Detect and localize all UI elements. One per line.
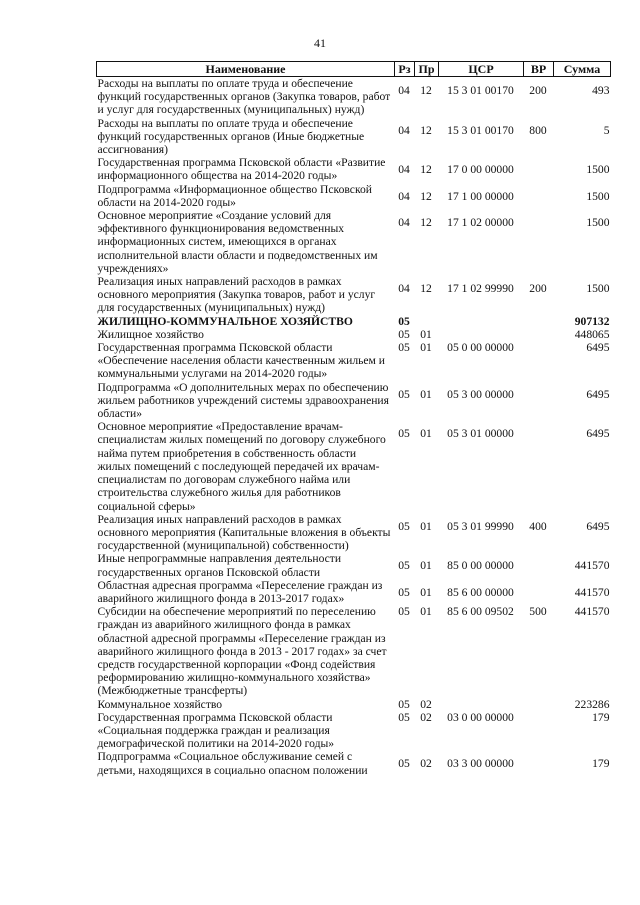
row-csr: 05 3 00 00000	[447, 387, 514, 401]
row-csr: 05 0 00 00000	[447, 341, 514, 355]
row-name: Основное мероприятие «Создание условий для эффективного функционирования ведомственных информационных систем, имеющихся в органах исполнительной власти области и подведомственных им учреждениях»	[97, 209, 378, 275]
table-row	[97, 209, 611, 275]
row-vr	[524, 341, 554, 381]
row-sum: 1500	[586, 163, 610, 177]
row-pr: 12	[420, 216, 432, 230]
row-csr: 03 0 00 00000	[447, 710, 514, 724]
row-vr: 400	[529, 519, 547, 533]
row-rz: 05	[398, 697, 410, 711]
table-row	[97, 315, 611, 328]
row-name: Областная адресная программа «Переселение граждан из аварийного жилищного фонда в 2013-2017 годах»	[97, 578, 383, 605]
row-name: Жилищное хозяйство	[97, 327, 204, 341]
row-sum: 1500	[586, 216, 610, 230]
row-pr: 02	[420, 697, 432, 711]
row-rz: 04	[398, 216, 410, 230]
row-rz: 05	[398, 605, 410, 619]
row-name: Государственная программа Псковской области «Развитие информационного общества на 2014-2020 годы»	[97, 156, 386, 183]
row-rz: 05	[398, 710, 410, 724]
row-name: Государственная программа Псковской области «Обеспечение населения области качественным жильем и коммунальными услугами на 2014-2020 годы»	[97, 341, 385, 381]
row-name: Подпрограмма «Социальное обслуживание семей с детьми, находящихся в социально опасном положении	[97, 750, 368, 777]
row-pr: 01	[420, 427, 432, 441]
row-sum: 441570	[574, 559, 610, 573]
row-csr: 15 3 01 00170	[447, 84, 514, 97]
row-vr: 200	[529, 84, 547, 97]
header-csr: ЦСР	[439, 62, 524, 77]
row-vr	[524, 420, 554, 512]
row-vr	[524, 698, 554, 711]
row-pr: 12	[420, 123, 432, 137]
row-pr: 12	[420, 163, 432, 177]
row-rz: 05	[398, 559, 410, 573]
row-name: Расходы на выплаты по оплате труда и обеспечение функций государственных органов (Закупка товаров, работ и услуг для государственных (муниципальных) нужд)	[97, 77, 391, 117]
row-vr	[524, 711, 554, 751]
table-row	[97, 552, 611, 578]
row-name: Коммунальное хозяйство	[97, 697, 223, 711]
row-pr: 01	[420, 519, 432, 533]
row-vr	[524, 552, 554, 578]
row-vr: 200	[529, 282, 547, 296]
table-row	[97, 750, 611, 776]
row-sum: 907132	[574, 314, 610, 328]
table-row	[97, 117, 611, 157]
row-vr	[524, 381, 554, 421]
table-row	[97, 579, 611, 605]
row-sum: 223286	[574, 697, 610, 711]
row-sum: 179	[592, 757, 610, 771]
table-row	[97, 77, 611, 117]
row-name: Субсидии на обеспечение мероприятий по переселению граждан из аварийного жилищного фонда в рамках областной адресной программы «Переселение граждан из аварийного жилищного фонда в 2013 - 2017 годах» за счет средств государственной корпорации «Фонд содействия реформированию жилищно-коммунального хозяйства» (Межбюджетные трансферты)	[97, 605, 387, 698]
row-vr	[524, 579, 554, 605]
row-name: Расходы на выплаты по оплате труда и обеспечение функций государственных органов (Иные бюджетные ассигнования)	[97, 116, 365, 157]
row-pr: 02	[420, 710, 432, 724]
row-name: Реализация иных направлений расходов в рамках основного мероприятия (Капитальные вложения в объекты государственной (муниципальной) собственности)	[97, 512, 391, 553]
row-rz: 04	[398, 84, 410, 97]
row-pr: 01	[420, 605, 432, 619]
row-name: Государственная программа Псковской области «Социальная поддержка граждан и реализация демографической политики на 2014-2020 годы»	[97, 710, 335, 751]
row-pr	[415, 315, 439, 328]
row-vr: 800	[529, 123, 547, 137]
row-name: Подпрограмма «О дополнительных мерах по обеспечению жильем работников учреждений системы здравоохранения области»	[97, 380, 389, 421]
row-sum: 1500	[586, 189, 610, 203]
table-row	[97, 275, 611, 315]
row-rz: 05	[398, 757, 410, 771]
budget-table	[96, 61, 610, 777]
row-sum: 441570	[574, 585, 610, 599]
row-pr: 01	[420, 585, 432, 599]
header-vr: ВР	[524, 62, 554, 77]
row-csr: 17 1 02 00000	[447, 216, 514, 230]
table-header-row	[97, 62, 611, 77]
table-row	[97, 183, 611, 209]
row-rz: 05	[398, 327, 410, 341]
row-rz: 05	[398, 519, 410, 533]
row-vr	[524, 750, 554, 776]
row-rz: 05	[398, 387, 410, 401]
header-name: Наименование	[97, 62, 395, 77]
row-rz: 04	[398, 282, 410, 296]
row-rz: 04	[398, 123, 410, 137]
row-vr	[524, 315, 554, 328]
row-csr: 05 3 01 00000	[447, 427, 514, 441]
row-vr	[524, 156, 554, 182]
row-pr: 12	[420, 189, 432, 203]
table-row	[97, 341, 611, 381]
row-csr	[439, 328, 524, 341]
table-row	[97, 156, 611, 182]
row-pr: 01	[420, 559, 432, 573]
row-rz: 05	[398, 585, 410, 599]
row-name: ЖИЛИЩНО-КОММУНАЛЬНОЕ ХОЗЯЙСТВО	[97, 314, 353, 328]
row-sum: 6495	[586, 519, 610, 533]
row-sum: 441570	[574, 605, 610, 619]
row-sum: 493	[592, 84, 610, 97]
table-row	[97, 420, 611, 512]
header-sum: Сумма	[554, 62, 611, 77]
row-csr: 03 3 00 00000	[447, 757, 514, 771]
row-rz: 05	[398, 427, 410, 441]
row-csr: 17 0 00 00000	[447, 163, 514, 177]
row-pr: 02	[420, 757, 432, 771]
row-sum: 179	[592, 710, 610, 724]
table-body	[97, 77, 611, 777]
row-pr: 01	[420, 341, 432, 355]
table-row	[97, 513, 611, 553]
row-pr: 12	[420, 84, 432, 97]
row-name: Подпрограмма «Информационное общество Псковской области на 2014-2020 годы»	[97, 182, 372, 209]
row-pr: 01	[420, 327, 432, 341]
header-rz: Рз	[395, 62, 415, 77]
row-csr	[439, 698, 524, 711]
table-row	[97, 328, 611, 341]
row-csr: 85 6 00 09502	[447, 605, 514, 619]
row-sum: 448065	[574, 327, 610, 341]
row-csr: 85 0 00 00000	[447, 559, 514, 573]
row-pr: 12	[420, 282, 432, 296]
page-number: 41	[314, 36, 326, 50]
row-rz: 04	[398, 163, 410, 177]
row-sum: 5	[603, 123, 610, 137]
table-row	[97, 698, 611, 711]
row-rz: 05	[398, 314, 410, 328]
row-name: Реализация иных направлений расходов в рамках основного мероприятия (Закупка товаров, работ и услуг для государственных (муниципальных) нужд)	[97, 275, 376, 315]
row-vr: 500	[529, 605, 547, 619]
row-sum: 6495	[586, 427, 610, 441]
table-row	[97, 605, 611, 697]
row-pr: 01	[420, 387, 432, 401]
row-sum: 6495	[586, 387, 610, 401]
row-sum: 1500	[586, 282, 610, 296]
row-vr	[524, 183, 554, 209]
row-csr: 85 6 00 00000	[447, 585, 514, 599]
table-row	[97, 381, 611, 421]
row-rz: 04	[398, 189, 410, 203]
row-sum: 6495	[586, 341, 610, 355]
row-csr: 17 1 00 00000	[447, 189, 514, 203]
table-row	[97, 711, 611, 751]
header-pr: Пр	[415, 62, 439, 77]
row-csr: 05 3 01 99990	[447, 519, 514, 533]
row-rz: 05	[398, 341, 410, 355]
row-name: Иные непрограммные направления деятельности государственных органов Псковской области	[97, 552, 342, 579]
row-csr	[439, 315, 524, 328]
row-vr	[524, 209, 554, 275]
row-csr: 17 1 02 99990	[447, 282, 514, 296]
row-name: Основное мероприятие «Предоставление врачам-специалистам жилых помещений по договору служебного найма путем приобретения в собственность области жилых помещений с последующей передачей их врачам-специалистам по договорам служебного найма или строительства служебного жилья для работников социальной сферы»	[97, 420, 386, 513]
row-vr	[524, 328, 554, 341]
row-csr: 15 3 01 00170	[447, 123, 514, 137]
